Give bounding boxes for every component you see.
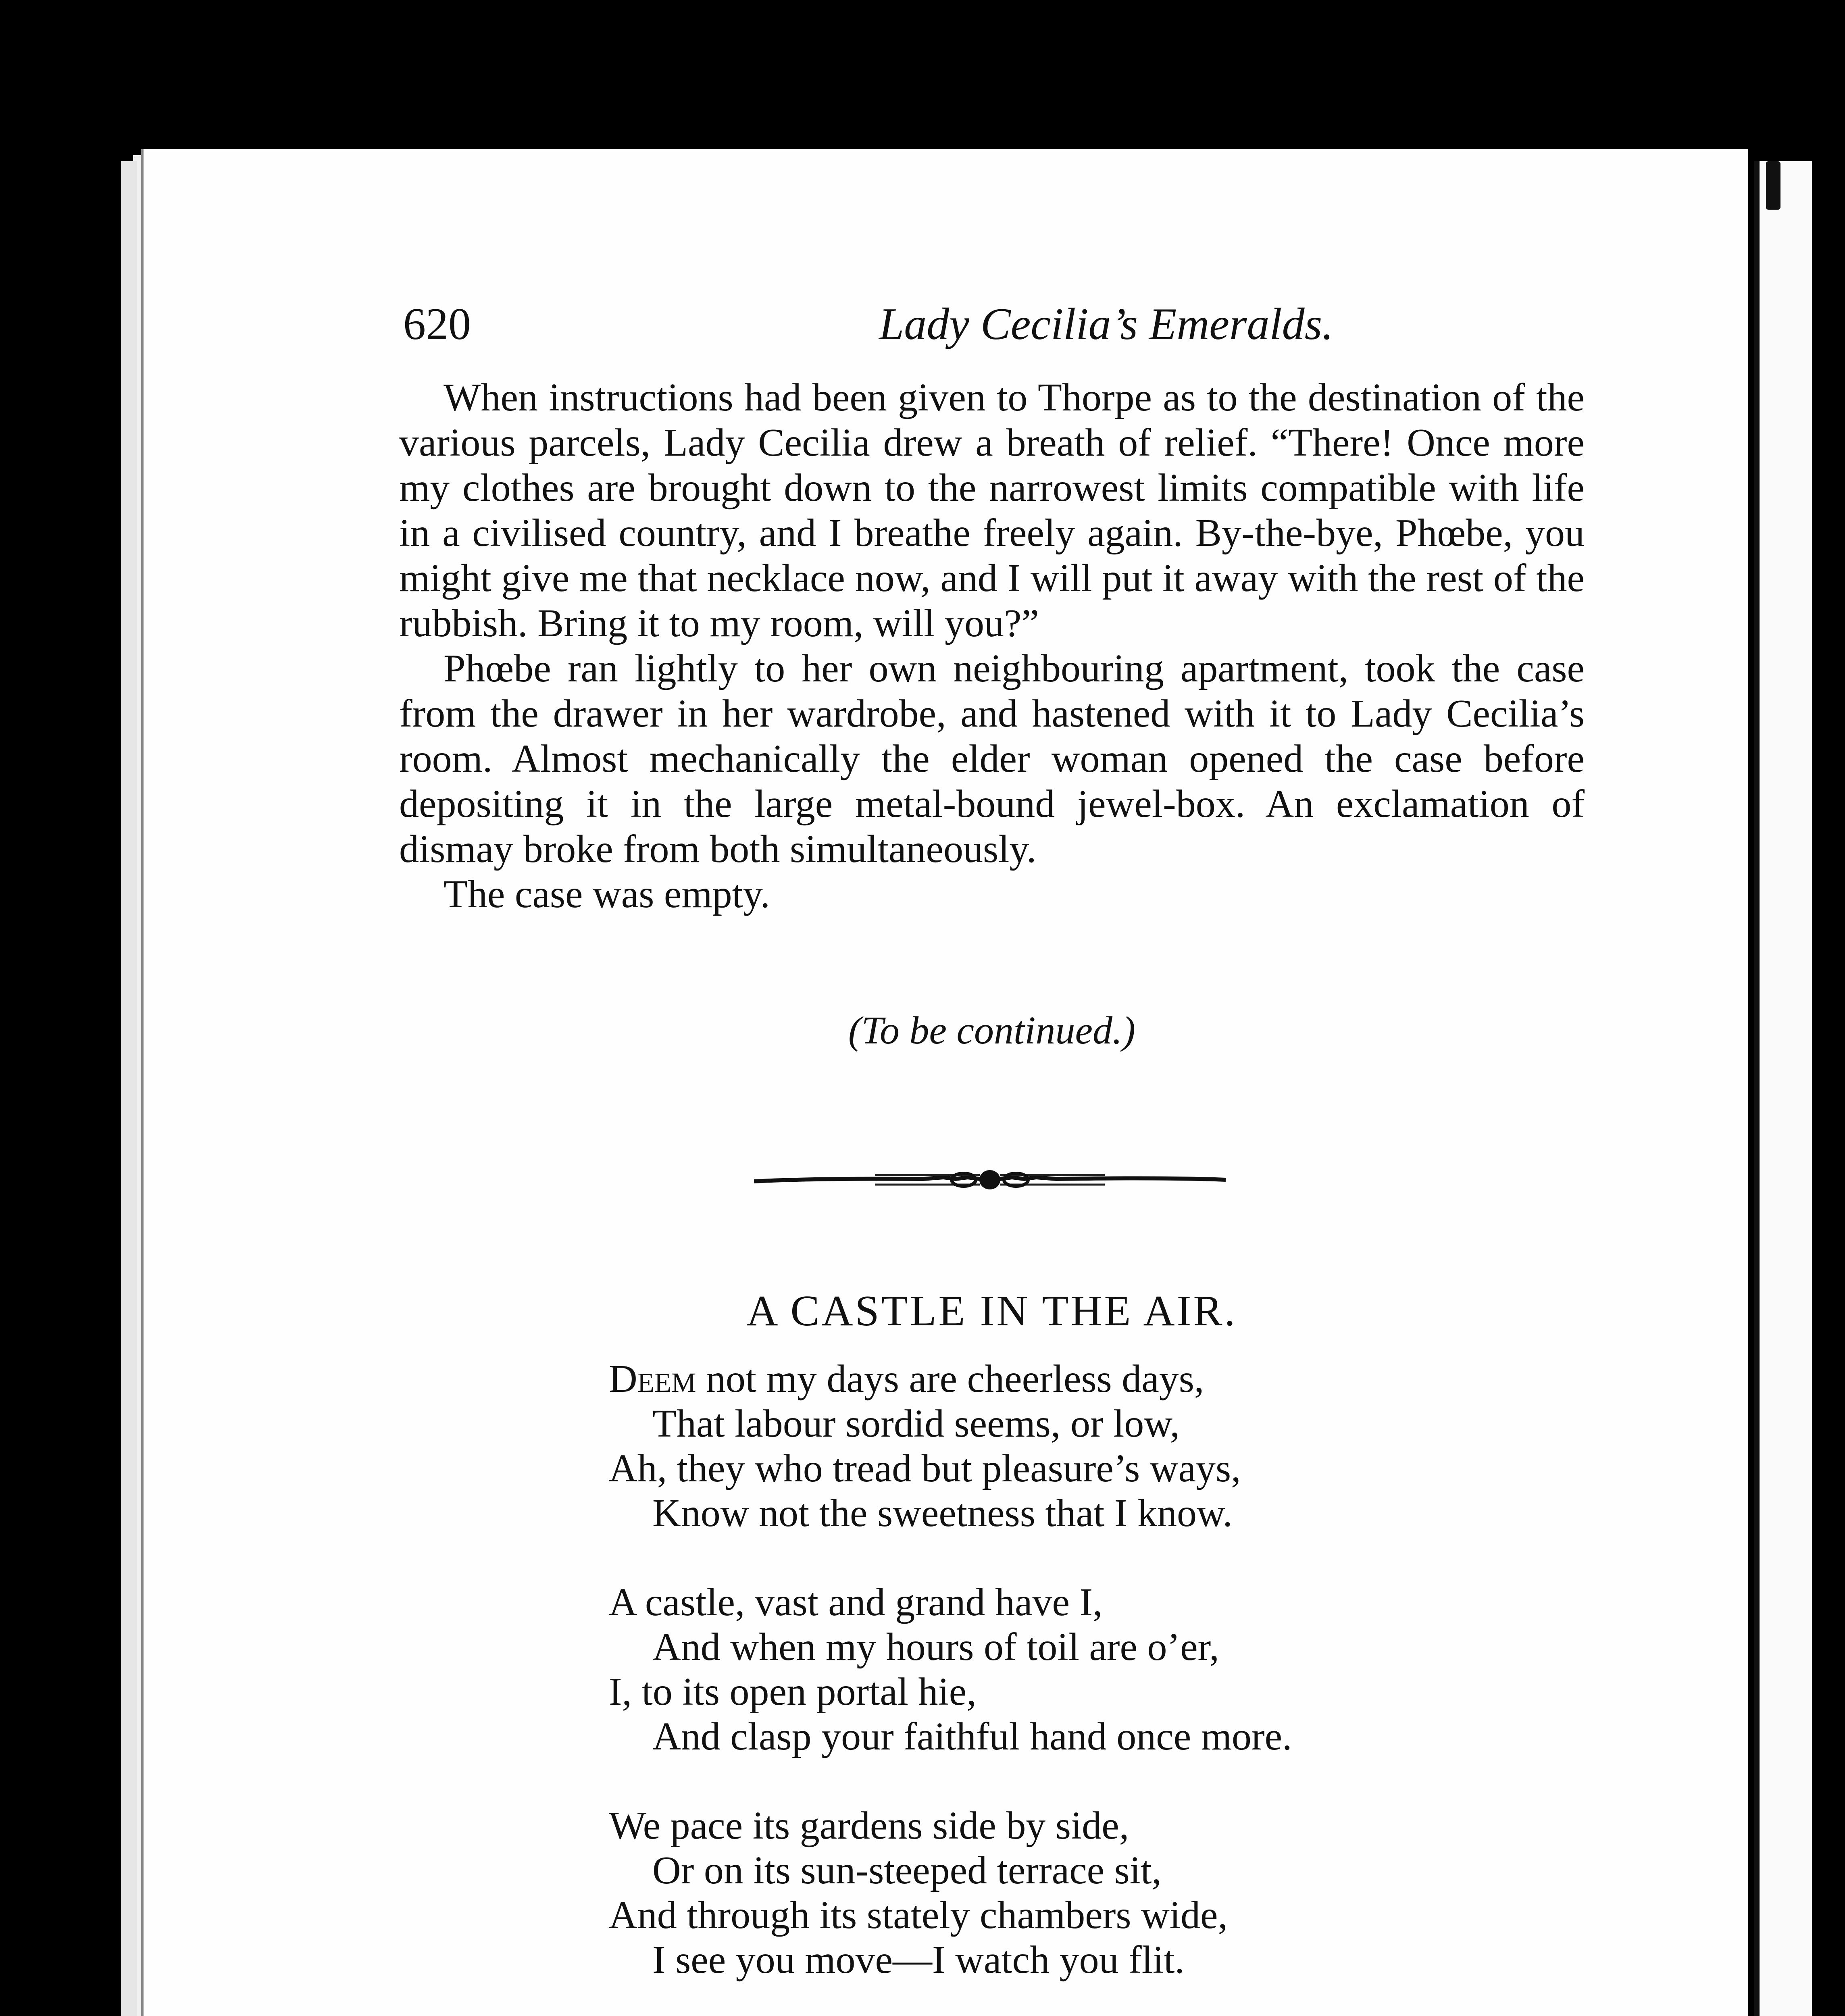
story-text — [399, 375, 1585, 917]
poem-line: Ah, they who tread but pleasure’s ways, — [609, 1447, 1241, 1490]
poem-line: Know not the sweetness that I know. — [652, 1491, 1233, 1535]
paragraph: The case was empty. — [444, 873, 770, 916]
drop-word: Deem — [609, 1357, 696, 1401]
stanza — [609, 1580, 1293, 1759]
to-be-continued: (To be continued.) — [848, 1009, 1136, 1052]
poem-line: And clasp your faithful hand once more. — [652, 1715, 1292, 1758]
stanza — [609, 1357, 1293, 1536]
poem-line-text: not my days are cheerless days, — [696, 1357, 1204, 1401]
page-number: 620 — [403, 299, 471, 349]
binding-mark — [1766, 161, 1780, 210]
poem-line: A castle, vast and grand have I, — [609, 1581, 1103, 1624]
poem-line: I see you move—I watch you flit. — [652, 1938, 1185, 1982]
poem-line: And through its stately chambers wide, — [609, 1893, 1228, 1937]
poem-line: I, to its open portal hie, — [609, 1670, 977, 1714]
paragraph: When instructions had been given to Thorpe as to the destination of the various parcels, Lady Cecilia drew a breath of relief. “There! Once more my clothes are brought down to the narrowest limits compatible with life in a civilised country, and I breathe freely again. By-the-bye, Phœbe, you might give me that necklace now, and I will put it away with the rest of the rubbish. Bring it to my room, will you?” — [399, 376, 1585, 645]
poem-line — [609, 1357, 1293, 1402]
poem-line: We pace its gardens side by side, — [609, 1804, 1129, 1847]
running-head — [262, 298, 1609, 379]
ornament-divider-icon — [754, 1161, 1226, 1198]
running-title: Lady Cecilia’s Emeralds. — [879, 299, 1334, 349]
page-edge — [121, 161, 137, 2016]
poem-line: Or on its sun-steeped terrace sit, — [652, 1849, 1162, 1892]
poem-title: A CASTLE IN THE AIR. — [746, 1287, 1237, 1335]
paragraph: Phœbe ran lightly to her own neighbouring apartment, took the case from the drawer in her wardrobe, and hastened with it to Lady Cecilia’s room. Almost mechanically the elder woman opened the case before depositing it in the large metal-bound jewel-box. An exclamation of dismay broke from both simultaneously. — [399, 647, 1585, 871]
poem — [609, 1357, 1293, 2016]
adjacent-page-strip — [1754, 161, 1812, 2016]
poem-line: And when my hours of toil are o’er, — [652, 1625, 1219, 1669]
stanza — [609, 1804, 1293, 1983]
poem-line: That labour sordid seems, or low, — [652, 1402, 1180, 1445]
